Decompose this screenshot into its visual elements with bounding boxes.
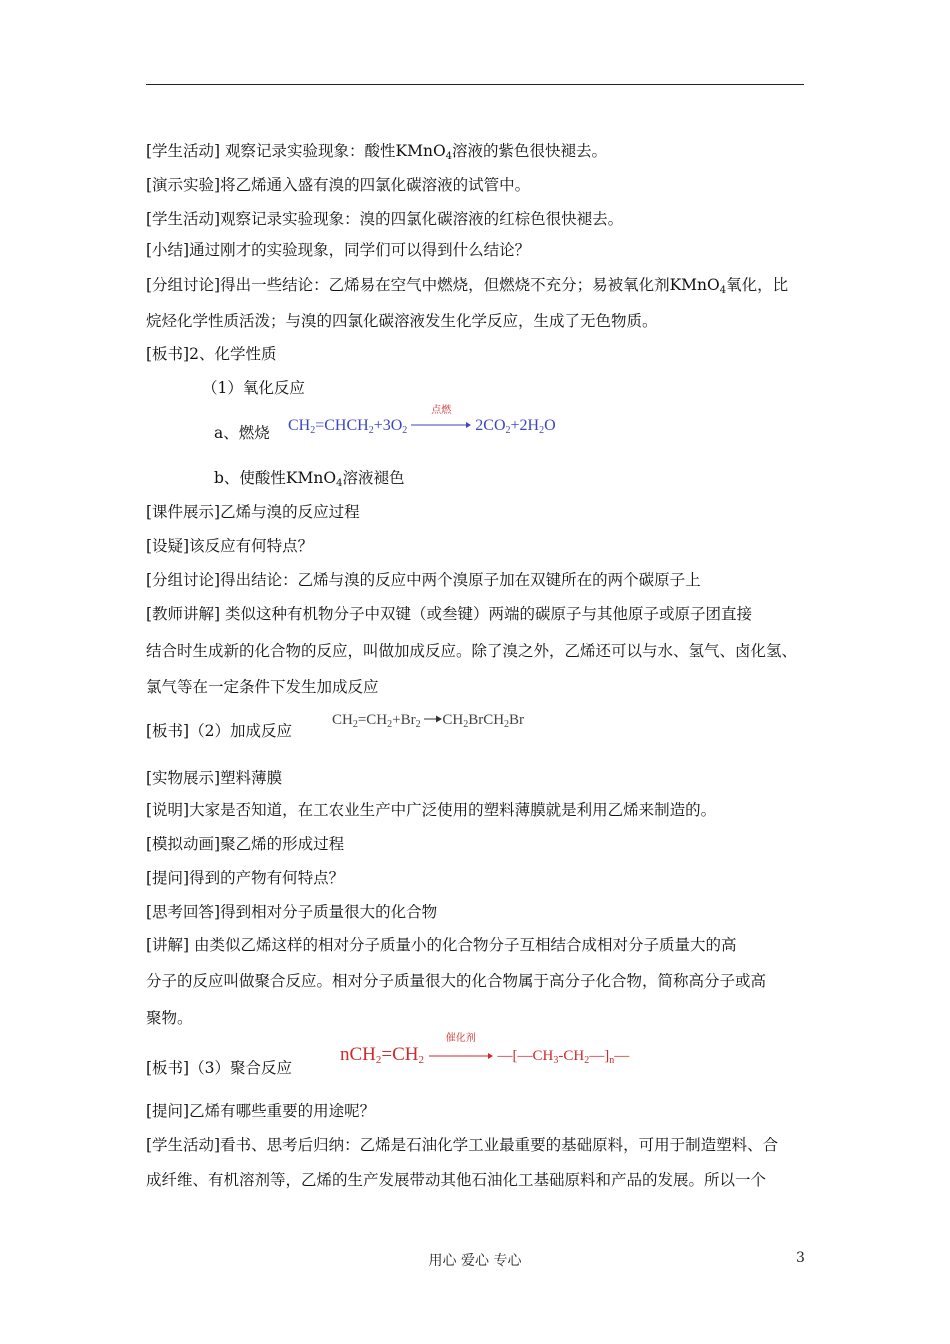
text-line: [教师讲解] 类似这种有机物分子中双键（或叁键）两端的碳原子与其他原子或原子团直接 bbox=[146, 605, 753, 623]
text-line: [板书]2、化学性质 bbox=[146, 345, 277, 363]
text-line: [提问]乙烯有哪些重要的用途呢？ bbox=[146, 1102, 376, 1120]
page-number: 3 bbox=[796, 1250, 805, 1266]
text-line: [学生活动]观察记录实验现象：溴的四氯化碳溶液的红棕色很快褪去。 bbox=[146, 210, 624, 228]
reaction-arrow: 催化剂 bbox=[429, 1045, 493, 1067]
text-line: [实物展示]塑料薄膜 bbox=[146, 769, 283, 787]
text-line: [分组讨论]得出结论：乙烯与溴的反应中两个溴原子加在双键所在的两个碳原子上 bbox=[146, 571, 701, 589]
text-line: [课件展示]乙烯与溴的反应过程 bbox=[146, 503, 360, 521]
text-line: [演示实验]将乙烯通入盛有溴的四氯化碳溶液的试管中。 bbox=[146, 176, 531, 194]
text-line: [学生活动] 观察记录实验现象：酸性KMnO$_4$溶液的紫色很快褪去。 bbox=[146, 142, 608, 162]
text-line: （1）氧化反应 bbox=[202, 379, 305, 397]
text-line: 聚物。 bbox=[146, 1009, 193, 1027]
text-line: [设疑]该反应有何特点？ bbox=[146, 537, 314, 555]
addition-equation: $CH_2=CH_2+Br_2$ $CH_2BrCH_2Br$ bbox=[332, 712, 525, 730]
text-line: 烷烃化学性质活泼；与溴的四氯化碳溶液发生化学反应，生成了无色物质。 bbox=[146, 312, 658, 330]
text-line: [板书]（2）加成反应 bbox=[146, 722, 292, 740]
text-line: a、燃烧 bbox=[214, 424, 270, 442]
text-line: 结合时生成新的化合物的反应，叫做加成反应。除了溴之外，乙烯还可以与水、氢气、卤化氢、 bbox=[146, 642, 798, 660]
text-line: [模拟动画]聚乙烯的形成过程 bbox=[146, 835, 345, 853]
text-line: [学生活动]看书、思考后归纳：乙烯是石油化学工业最重要的基础原料，可用于制造塑料、合 bbox=[146, 1136, 779, 1154]
text-line: [提问]得到的产物有何特点？ bbox=[146, 869, 345, 887]
polymerization-equation: $nCH_2=CH_2$ 催化剂 $—[—CH_3-CH_2—]_n—$ bbox=[340, 1032, 630, 1066]
text-line: [说明]大家是否知道，在工农业生产中广泛使用的塑料薄膜就是利用乙烯来制造的。 bbox=[146, 801, 717, 819]
reaction-arrow bbox=[424, 712, 442, 729]
text-line: 分子的反应叫做聚合反应。相对分子质量很大的化合物属于高分子化合物，简称高分子或高 bbox=[146, 972, 767, 990]
text-line: b、使酸性KMnO$_4$溶液褪色 bbox=[214, 469, 405, 489]
header-rule bbox=[146, 84, 804, 85]
page-footer: 用心 爱心 专心 bbox=[428, 1253, 522, 1269]
text-line: 氯气等在一定条件下发生加成反应 bbox=[146, 678, 379, 696]
text-line: 成纤维、有机溶剂等，乙烯的生产发展带动其他石油化工基础原料和产品的发展。所以一个 bbox=[146, 1171, 767, 1189]
text-line: [分组讨论]得出一些结论：乙烯易在空气中燃烧，但燃烧不充分；易被氧化剂KMnO$_4$氧化，比 bbox=[146, 276, 789, 296]
text-line: [讲解] 由类似乙烯这样的相对分子质量小的化合物分子互相结合成相对分子质量大的高 bbox=[146, 936, 737, 954]
text-line: [思考回答]得到相对分子质量很大的化合物 bbox=[146, 903, 438, 921]
text-line: [小结]通过刚才的实验现象，同学们可以得到什么结论？ bbox=[146, 241, 531, 259]
text-line: [板书]（3）聚合反应 bbox=[146, 1059, 292, 1077]
combustion-equation: $CH_2=CHCH_2+3O_2$ 点燃 $2CO_2+2H_2O$ bbox=[288, 405, 556, 436]
reaction-arrow: 点燃 bbox=[411, 417, 471, 435]
